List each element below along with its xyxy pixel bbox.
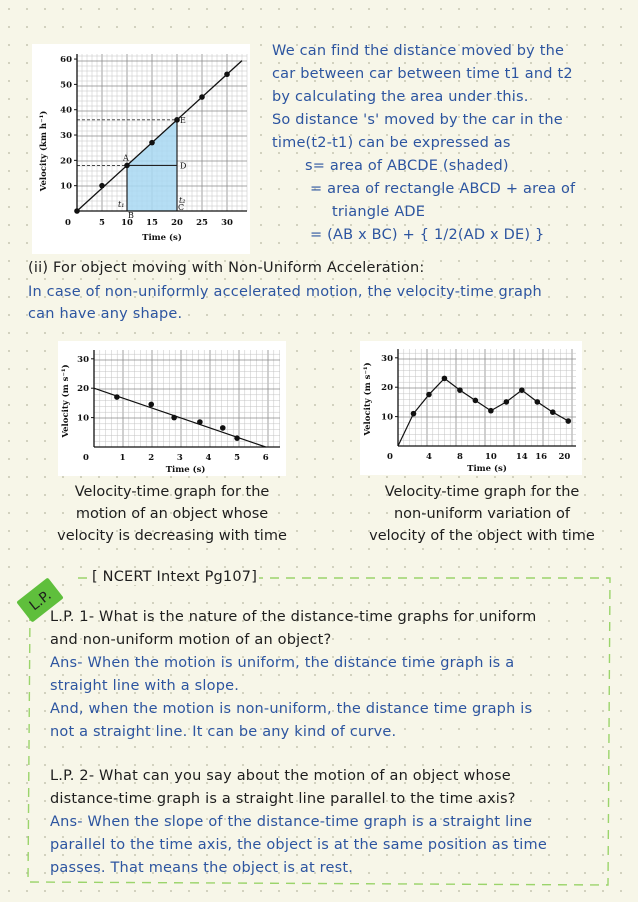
graph2-data-point [220, 425, 226, 431]
lp-reference-text: [ NCERT Intext Pg107] [92, 569, 258, 585]
graph3-data-point [504, 399, 510, 405]
lp1-answer-line-2: straight line with a slope. [50, 678, 240, 694]
graph3-caption [352, 481, 612, 547]
intro-line-9: = (AB x BC) + { 1/2(AD x DE) } [310, 227, 545, 243]
graph1-label-a: A [123, 153, 129, 163]
graph1-xtick-label: 10 [121, 218, 133, 228]
graph1-xtick-label: 30 [221, 218, 233, 228]
graph1-data-point [99, 183, 105, 189]
graph3-xtick-label: 0 [387, 452, 393, 462]
graph1-ytick-label: 30 [60, 131, 72, 142]
graph2-xtick-label: 0 [83, 453, 89, 463]
graph3-svg [360, 341, 582, 475]
graph2-xtick-label: 2 [148, 453, 155, 463]
graph1-ytick-label: 20 [60, 156, 72, 167]
graph3-data-point [457, 387, 463, 393]
graph3-data-point [535, 399, 541, 405]
section-text-line-2: can have any shape. [28, 306, 183, 322]
graph2-data-point [234, 435, 240, 441]
graph1-ytick-label: 50 [60, 80, 72, 91]
graph2-ytick-label: 10 [77, 413, 89, 424]
lp1-answer-line-1: Ans- When the motion is uniform, the distance time graph is a [50, 655, 515, 671]
graph1-xtick-label: 25 [196, 218, 208, 228]
graph1-x-axis-title: Time (s) [142, 233, 182, 243]
graph1-svg [32, 44, 250, 254]
graph2-xtick-label: 1 [119, 453, 126, 463]
graph1-y-axis-title: Velocity (km h⁻¹) [39, 110, 49, 192]
graph1-data-point [199, 94, 205, 100]
graph2-data-point [148, 402, 154, 408]
graph1-data-point [149, 140, 155, 146]
graph3-ytick-label: 20 [381, 383, 393, 394]
lp2-answer-line-3: passes. That means the object is at rest. [50, 860, 354, 876]
graph3-data-point [550, 409, 556, 415]
graph2-ytick-label: 30 [77, 354, 89, 365]
graph2-caption [52, 481, 292, 547]
graph1-label-t1: t₁ [118, 200, 125, 209]
lp2-answer-line-1: Ans- When the slope of the distance-time graph is a straight line [50, 814, 533, 830]
intro-line-5: time(t2-t1) can be expressed as [272, 135, 511, 151]
graph3-data-point [442, 376, 448, 382]
lp-reference [90, 569, 259, 585]
velocity-time-graph-decreasing [58, 341, 286, 476]
graph1-xtick-label: 0 [65, 218, 71, 228]
intro-line-1: We can find the distance moved by the [272, 43, 565, 59]
graph3-ytick-label: 30 [381, 353, 393, 364]
section-text-line-1: In case of non-uniformly accelerated motion, the velocity-time graph [28, 284, 542, 300]
graph2-xtick-label: 6 [262, 453, 269, 463]
graph2-x-axis-title: Time (s) [165, 465, 206, 475]
graph1-data-point [174, 117, 180, 123]
velocity-time-graph-uniform [32, 44, 250, 254]
graph3-data-point [473, 398, 479, 404]
intro-line-6: s= area of ABCDE (shaded) [305, 158, 509, 174]
graph2-data-point [171, 415, 177, 421]
graph2-xtick-label: 3 [176, 453, 183, 463]
graph1-data-point [224, 71, 230, 77]
graph1-label-b: B [128, 211, 134, 220]
graph2-ytick-label: 20 [77, 384, 89, 395]
graph3-data-point [519, 387, 525, 393]
graph3-data-point [411, 411, 417, 417]
lp-badge-text: L.P. [26, 587, 55, 615]
intro-line-3: by calculating the area under this. [272, 89, 529, 105]
graph3-xtick-label: 8 [456, 452, 463, 462]
graph2-data-point [197, 419, 203, 425]
graph2-caption-line-2: motion of an object whose [75, 506, 269, 522]
graph1-ytick-label: 40 [60, 105, 72, 116]
graph3-caption-line-1: Velocity-time graph for the [384, 484, 580, 500]
graph3-caption-line-3: velocity of the object with time [369, 528, 595, 544]
lp1-question-line-1: L.P. 1- What is the nature of the distance-time graphs for uniform [50, 609, 537, 625]
lp2-answer-line-2: parallel to the time axis, the object is at the same position as time [50, 837, 547, 853]
lp2-question-line-2: distance-time graph is a straight line parallel to the time axis? [50, 791, 516, 807]
intro-line-7: = area of rectangle ABCD + area of [310, 181, 576, 197]
graph1-label-d: D [180, 161, 187, 171]
graph3-xtick-label: 10 [484, 452, 497, 462]
graph1-data-point [74, 208, 80, 214]
graph3-x-axis-title: Time (s) [467, 464, 507, 474]
graph3-caption-line-2: non-uniform variation of [393, 506, 570, 522]
lp2-question-line-1: L.P. 2- What can you say about the motion of an object whose [50, 768, 511, 784]
graph3-xtick-label: 20 [558, 452, 571, 462]
graph1-ytick-label: 10 [60, 181, 72, 192]
graph1-label-t2: t₂ [179, 196, 186, 205]
graph3-data-point [488, 408, 494, 414]
graph3-data-point [426, 392, 432, 398]
lp1-answer-line-4: not a straight line. It can be any kind of curve. [50, 724, 397, 740]
graph2-svg [58, 341, 286, 476]
graph1-label-e: E [180, 115, 186, 125]
graph2-xtick-label: 5 [234, 453, 241, 463]
graph1-xtick-label: 5 [99, 218, 105, 228]
intro-line-4: So distance 's' moved by the car in the [272, 112, 563, 128]
graph1-label-c: C [178, 203, 185, 212]
graph1-ytick-label: 60 [60, 55, 72, 66]
graph2-caption-line-3: velocity is decreasing with time [57, 528, 287, 544]
graph3-xtick-label: 16 [535, 452, 548, 462]
graph2-xtick-label: 4 [205, 453, 212, 463]
graph1-xtick-label: 15 [146, 218, 158, 228]
velocity-time-graph-nonuniform [360, 341, 582, 475]
graph1-xtick-label: 20 [171, 218, 183, 228]
graph3-ytick-label: 10 [381, 412, 393, 423]
lp1-question-line-2: and non-uniform motion of an object? [50, 632, 332, 648]
intro-line-2: car between car between time t1 and t2 [272, 66, 573, 82]
graph2-data-point [114, 394, 120, 400]
section-heading: (ii) For object moving with Non-Uniform Acceleration: [28, 260, 425, 276]
graph1-data-point [124, 163, 130, 169]
graph2-caption-line-1: Velocity-time graph for the [74, 484, 270, 500]
graph3-xtick-label: 14 [515, 452, 528, 462]
graph3-data-point [565, 418, 571, 424]
graph3-y-axis-title: Velocity (m s⁻¹) [363, 362, 373, 436]
graph3-xtick-label: 4 [425, 452, 432, 462]
graph2-y-axis-title: Velocity (m s⁻¹) [61, 364, 71, 438]
intro-line-8: triangle ADE [332, 204, 426, 220]
lp1-answer-line-3: And, when the motion is non-uniform, the distance time graph is [50, 701, 533, 717]
